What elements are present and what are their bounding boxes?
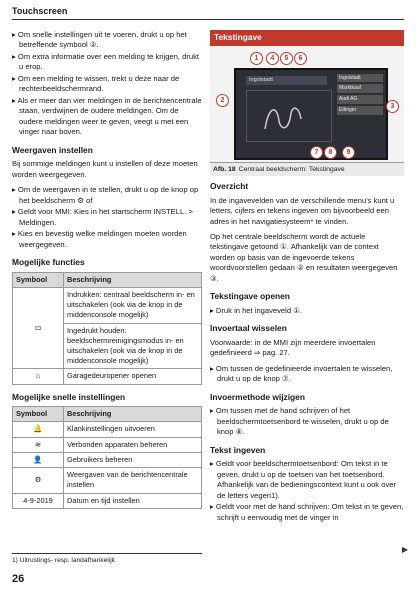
callout-4: 4 [266, 52, 279, 65]
table-cell: Klankinstellingen uitvoeren [64, 422, 202, 437]
intro-bullet: ▸ Om extra informatie over een melding te krijgen, drukt u erop. [12, 51, 199, 72]
page-number: 26 [12, 573, 25, 585]
table-header: Beschrijving [64, 407, 202, 422]
right-column [210, 30, 404, 524]
body-text: Voorwaarde: in de MMI zijn meerdere invoertalen gedefinieerd ⇒ pag. 27. [210, 337, 376, 358]
body-text: Bij sommige meldingen kunt u instellen of deze moeten worden weergegeven. [12, 159, 198, 179]
functions-table [12, 272, 202, 385]
callout-9: 9 [342, 146, 355, 159]
bullet: ▸ Om tussen de gedefinieerde invoertalen te wisselen, drukt u op de knop ⑦. [210, 363, 393, 384]
bullet: ▸ Om de weergaven in te stellen, drukt u op de knop op het beeldscherm ⚙ of [12, 185, 199, 205]
section-heading: Overzicht [210, 180, 249, 191]
list-item[interactable]: Ingolstadt [337, 74, 383, 83]
section-heading: Tekst ingeven [210, 444, 266, 455]
callout-7: 7 [310, 146, 323, 159]
section-heading: Mogelijke functies [12, 257, 85, 268]
intro-bullet: ▸ Als er meer dan vier meldingen in de berichtencentrale staan, verdwijnen de oudere meldingen. Om de oudere meldingen weer te geven, veegt u met een vinger naar boven. [12, 95, 202, 137]
garage-icon: ⌂ [13, 369, 64, 384]
callout-8: 8 [324, 146, 337, 159]
table-cell: Ingedrukt houden: beeldschermreinigingsmodus in- en uitschakelen (ook via de knop in de middenconsole mogelijk) [64, 323, 202, 369]
quick-settings-table [12, 406, 202, 509]
section-heading: Invoermethode wijzigen [210, 391, 305, 402]
bullet: ▸ Geldt voor met de hand schrijven: Om tekst in te geven, schrijft u eenvoudig met de vinger in [210, 502, 404, 522]
table-cell: Weergaven van de berichtencentrale instellen [64, 468, 202, 493]
suggestion-list [337, 74, 383, 118]
table-header: Symbool [13, 407, 64, 422]
screen-icon: ▭ [13, 287, 64, 369]
section-heading: Invoertaal wisselen [210, 323, 287, 334]
body-text: In de ingavevelden van de verschillende menu's kunt u letters, cijfers en tekens ingeven om bijvoorbeeld een adres in het navigatiesysteem* te vinden. [210, 195, 395, 226]
section-heading: Mogelijke snelle instellingen [12, 391, 126, 402]
user-icon: 👤 [13, 452, 64, 467]
header-title: Touchscreen [12, 6, 68, 16]
bell-icon: 🔔 [13, 422, 64, 437]
continue-arrow-icon: ▶ [401, 545, 408, 554]
wifi-icon: ≋ [13, 437, 64, 452]
footnote: 1) Uitrustings- resp. landafhankelijk [12, 553, 202, 565]
caption-label: Afb. 18 [213, 165, 236, 173]
list-item[interactable]: Ettinger [337, 106, 383, 115]
bullet: ▸ Geldt voor beeldschermtoetsenbord: Om tekst in te geven, drukt u op de toetsen van het toetsenbord. Afhankelijk van de bedieningscontext kunt u ook over de letters vegen1). [210, 459, 396, 500]
caption-text: Centraal beeldscherm: Tekstingave [238, 165, 345, 173]
date-label: 4-9-2019 [13, 493, 64, 508]
left-column [12, 30, 202, 512]
table-cell: Gebruikers beheren [64, 452, 202, 467]
running-header [12, 5, 404, 20]
intro-bullet: ▸ Om een melding te wissen, trekt u deze naar de rechterbeeldschermrand. [12, 73, 180, 94]
table-cell: Garagedeuropener openen [64, 369, 202, 384]
table-row [13, 468, 202, 493]
table-row [13, 437, 202, 452]
table-row [13, 369, 202, 384]
callout-6: 6 [294, 52, 307, 65]
bullet: ▸ Om tussen met de hand schrijven of het beeldschermtoetsenbord te wisselen, drukt u op de knop ⑧. [210, 406, 389, 437]
table-header: Symbool [13, 272, 64, 287]
figure [210, 46, 404, 163]
bullet: ▸ Geldt voor MMI: Kies in het startscherm INSTELL. > Meldingen. [12, 207, 193, 227]
writing-area [246, 90, 332, 142]
list-item[interactable]: Marktkauf [337, 84, 383, 93]
figure-title: Tekstingave [210, 30, 404, 46]
table-cell: Indrukken: centraal beeldscherm in- en uitschakelen (ook via de knop in de middenconsole mogelijk) [64, 287, 202, 323]
body-text: Op het centrale beeldscherm wordt de actuele tekstingave getoond ①. Afhankelijk van de context worden op basis van de ingevoerde tekens woordvoorstellen gedaan ② en resultaten weergegeven ③. [210, 231, 398, 283]
table-row [13, 422, 202, 437]
callout-3: 3 [386, 100, 399, 113]
figure-caption [210, 163, 404, 176]
input-field: Ingolstadt [246, 76, 327, 85]
intro-bullet: ▸ Om snelle instellingen uit te voeren, drukt u op het betreffende symbool ②. [12, 30, 187, 50]
callout-1: 1 [250, 52, 263, 65]
callout-2: 2 [216, 94, 229, 107]
gear-icon: ⚙ [13, 468, 64, 493]
table-row [13, 287, 202, 323]
table-cell: Verbonden apparaten beheren [64, 437, 202, 452]
callout-5: 5 [280, 52, 293, 65]
handwriting-icon [247, 91, 331, 141]
bullet: ▸ Druk in het ingaveveld ①. [210, 305, 303, 315]
table-row [13, 493, 202, 508]
section-heading: Tekstingave openen [210, 291, 290, 302]
table-cell: Datum en tijd instellen [64, 493, 202, 508]
list-item[interactable]: Audi AG [337, 95, 383, 104]
screen-illustration [234, 68, 388, 160]
bullet: ▸ Kies en bevestig welke meldingen moeten worden weergegeven. [12, 229, 187, 249]
table-row [13, 452, 202, 467]
section-heading: Weergaven instellen [12, 144, 93, 155]
table-header: Beschrijving [64, 272, 202, 287]
